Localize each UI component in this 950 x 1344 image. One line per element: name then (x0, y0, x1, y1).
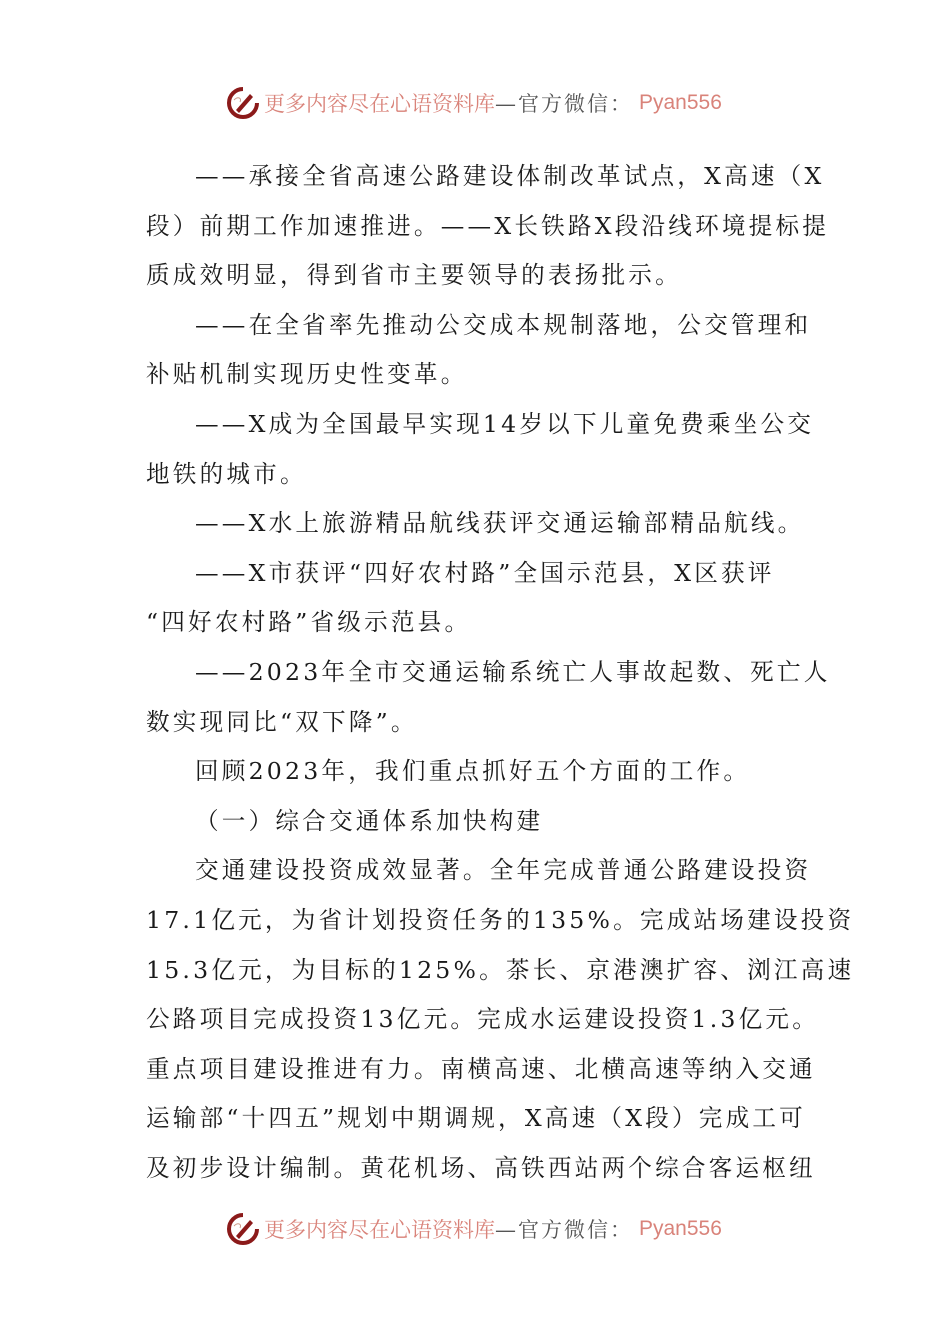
text-line: 地铁的城市。 (146, 459, 307, 488)
watermark-pink-text: 更多内容尽在心语资料库 (264, 92, 495, 116)
text-line: 段）前期工作加速推进。——X长铁路X段沿线环境提标提 (146, 211, 830, 240)
document-body (146, 152, 855, 1193)
text-line: ——X成为全国最早实现14岁以下儿童免费乘坐公交 (195, 409, 815, 438)
watermark-wechat-id: Pyan556 (639, 91, 722, 114)
text-line: 公路项目完成投资13亿元。完成水运建设投资1.3亿元。 (146, 1005, 820, 1034)
text-line: 补贴机制实现历史性变革。 (146, 360, 468, 389)
section-heading: （一）综合交通体系加快构建 (195, 806, 544, 835)
text-line: ——承接全省高速公路建设体制改革试点，X高速（X (195, 162, 825, 190)
watermark-pink-text: 更多内容尽在心语资料库 (264, 1218, 495, 1242)
text-line: 回顾2023年，我们重点抓好五个方面的工作。 (195, 757, 751, 786)
text-line: 运输部“十四五”规划中期调规，X高速（X段）完成工可 (146, 1104, 806, 1133)
watermark-gray-text: —官方微信： (495, 1218, 633, 1242)
text-line: ——2023年全市交通运输系统亡人事故起数、死亡人 (195, 657, 831, 686)
watermark-gray-text: —官方微信： (495, 92, 633, 116)
pen-logo-icon (226, 1212, 260, 1246)
watermark-wechat-id: Pyan556 (639, 1217, 722, 1240)
text-line: 17.1亿元，为省计划投资任务的135%。完成站场建设投资 (146, 905, 855, 934)
text-line: 重点项目建设推进有力。南横高速、北横高速等纳入交通 (146, 1054, 816, 1083)
text-line: ——X市获评“四好农村路”全国示范县，X区获评 (195, 558, 775, 587)
text-line: 交通建设投资成效显著。全年完成普通公路建设投资 (195, 856, 812, 885)
text-line: ——X水上旅游精品航线获评交通运输部精品航线。 (195, 509, 805, 538)
header-watermark (226, 83, 722, 123)
text-line: 15.3亿元，为目标的125%。茶长、京港澳扩容、浏江高速 (146, 955, 855, 984)
text-line: ——在全省率先推动公交成本规制落地，公交管理和 (195, 310, 812, 339)
pen-logo-icon (226, 86, 260, 120)
text-line: 及初步设计编制。黄花机场、高铁西站两个综合客运枢纽 (146, 1153, 816, 1182)
text-line: 质成效明显，得到省市主要领导的表扬批示。 (146, 261, 682, 290)
text-line: 数实现同比“双下降”。 (146, 707, 418, 736)
text-line: “四好农村路”省级示范县。 (146, 608, 472, 637)
footer-watermark (226, 1209, 722, 1249)
